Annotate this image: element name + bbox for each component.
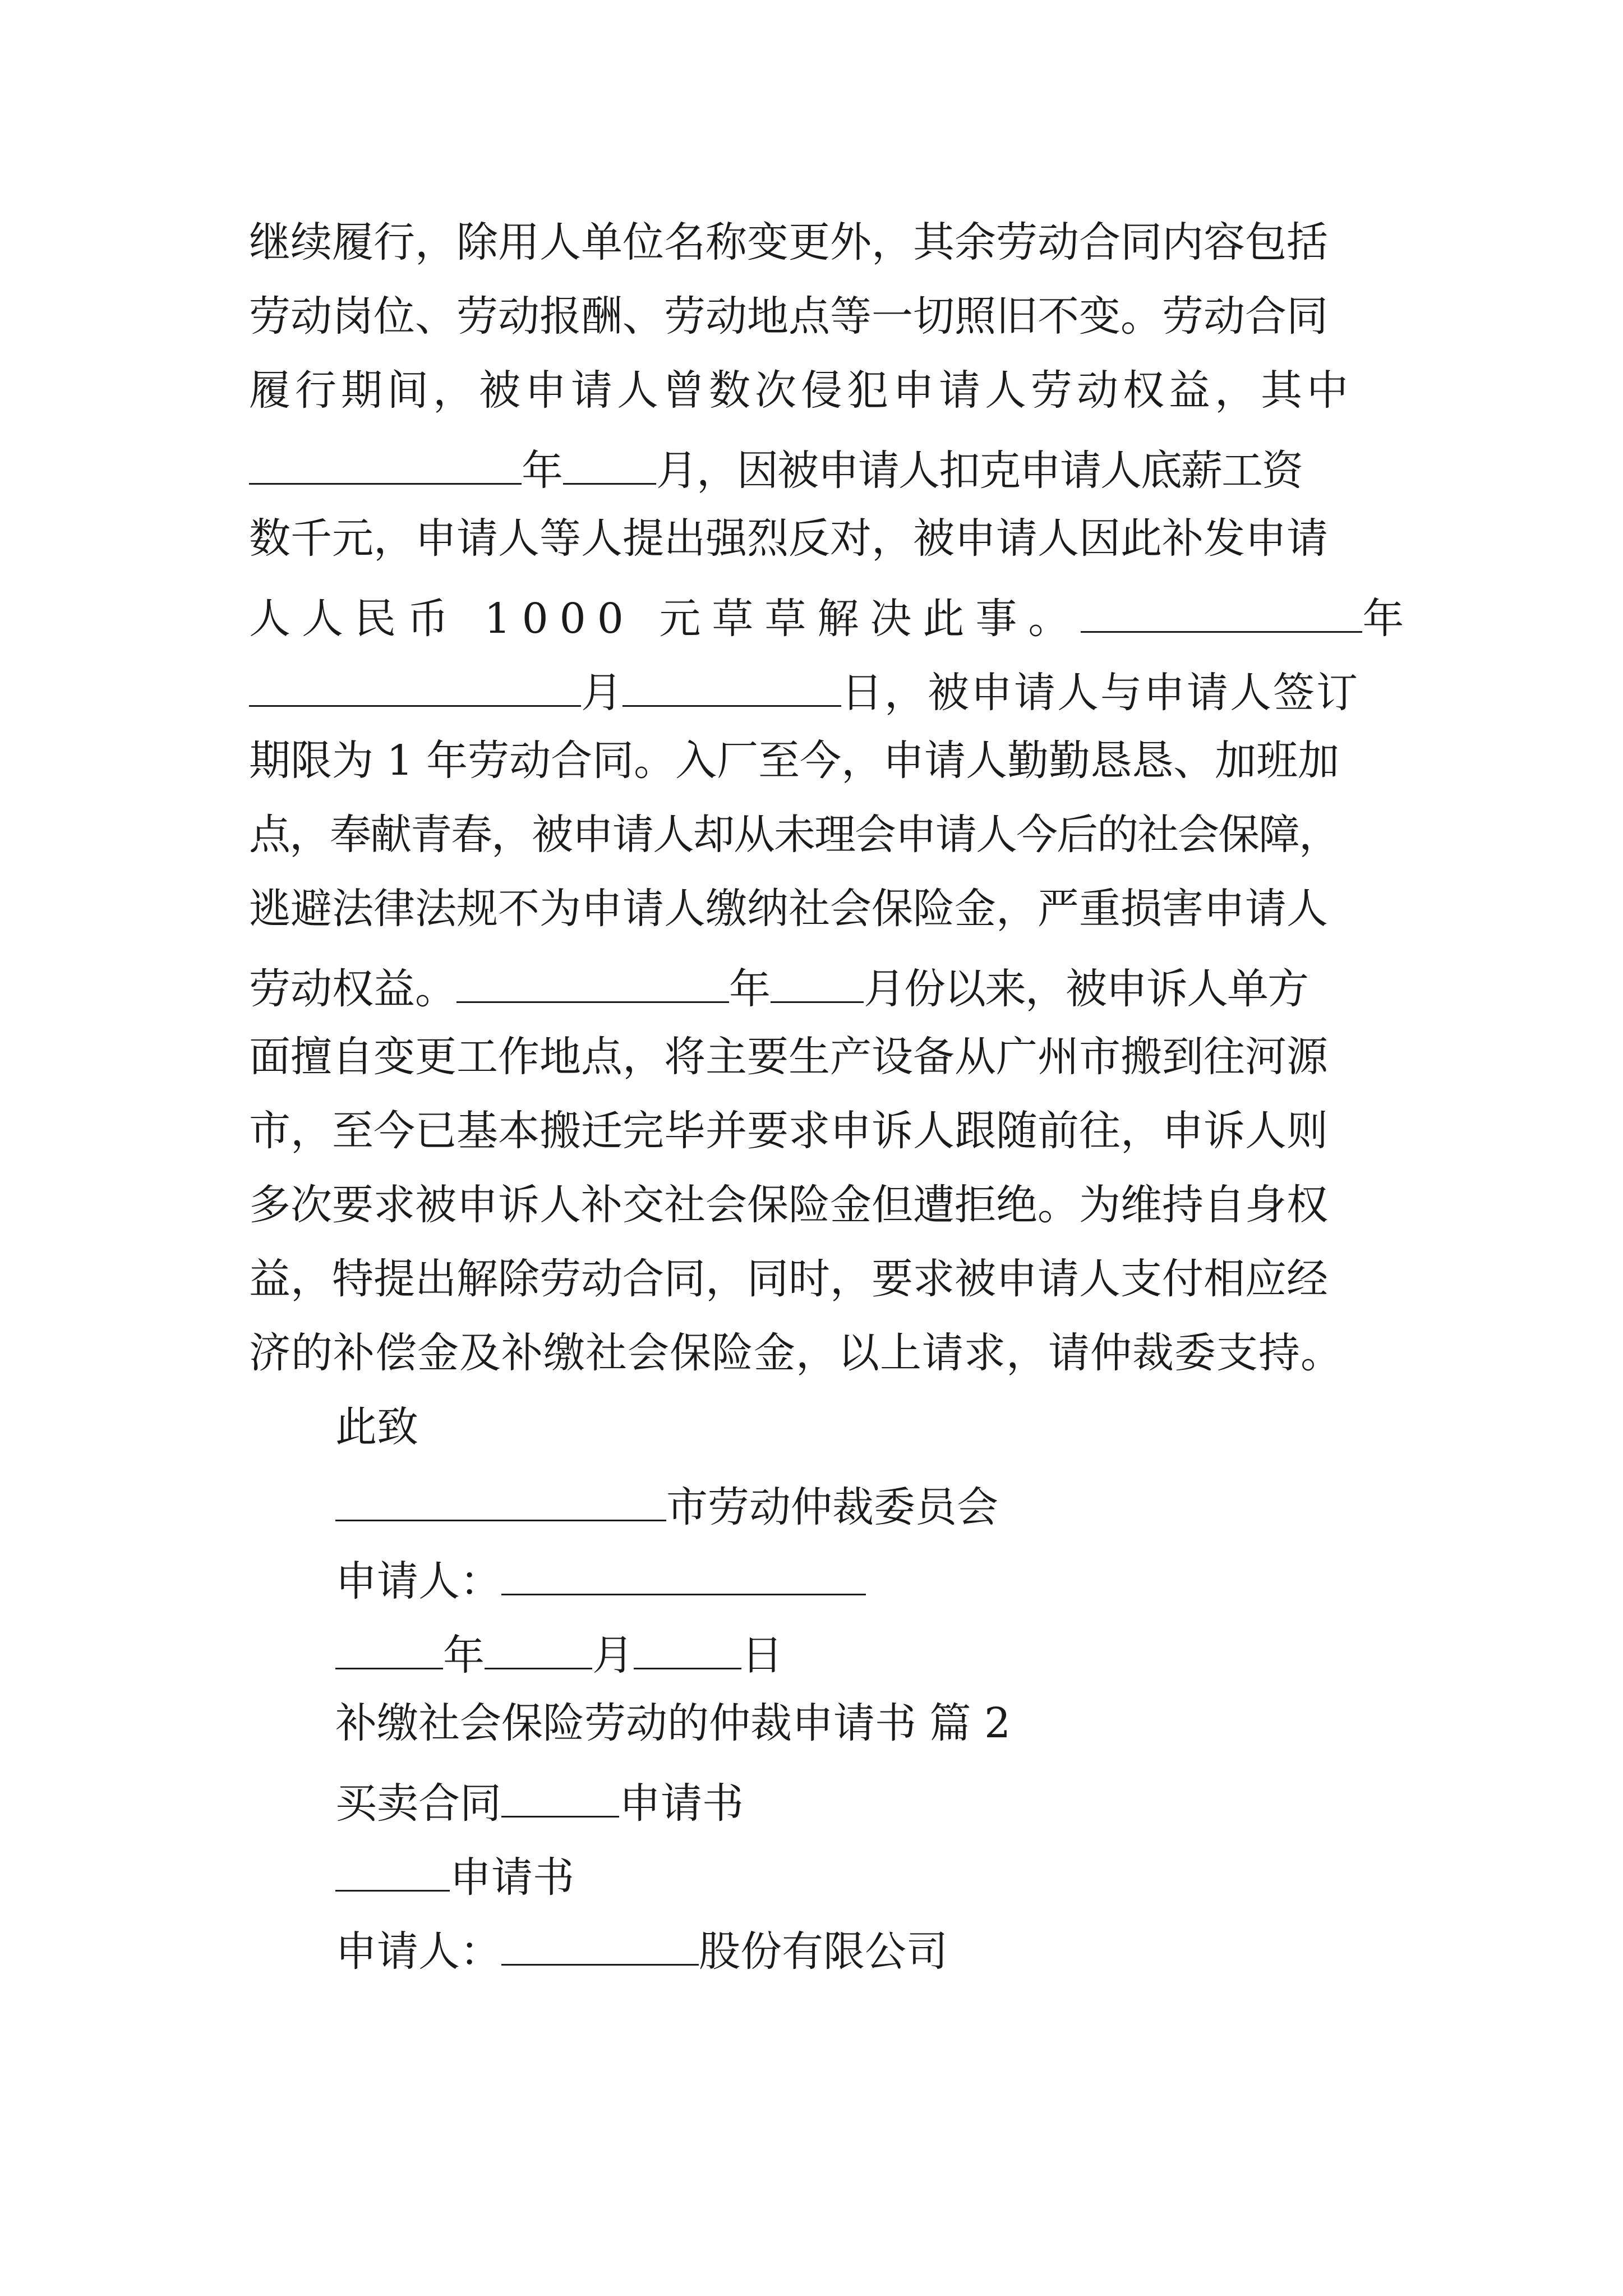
paragraph-line-with-blanks: 劳动权益。 年 月份以来，被申诉人单方	[249, 962, 1386, 1010]
addressee-line: 市劳动仲裁委员会	[335, 1480, 998, 1528]
form-title-line: 申请书	[335, 1851, 574, 1898]
paragraph-line: 多次要求被申诉人补交社会保险金但遭拒绝。为维持自身权	[249, 1181, 1328, 1229]
blank-day	[634, 1628, 741, 1669]
paragraph-line: 面擅自变更工作地点，将主要生产设备从广州市搬到往河源	[249, 1033, 1328, 1081]
blank-contract-type	[501, 1777, 619, 1818]
blank-year	[249, 444, 522, 485]
blank-month	[771, 962, 864, 1003]
paragraph-line: 济的补偿金及补缴社会保险金，以上请求，请仲裁委支持。	[249, 1329, 1343, 1377]
blank-year	[1081, 592, 1362, 633]
applicant-signature-line: 申请人：	[335, 1554, 866, 1602]
paragraph-line: 市，至今已基本搬迁完毕并要求申诉人跟随前往，申诉人则	[249, 1107, 1328, 1155]
section-heading: 补缴社会保险劳动的仲裁申请书 篇 2	[335, 1699, 1011, 1747]
blank-year	[335, 1628, 443, 1669]
blank-applicant-name	[501, 1554, 866, 1595]
paragraph-line: 点，奉献青春，被申请人却从未理会申请人今后的社会保障，	[249, 811, 1339, 859]
paragraph-line: 逃避法律法规不为申请人缴纳社会保险金，严重损害申请人	[249, 885, 1328, 933]
paragraph-line: 履行期间，被申请人曾数次侵犯申请人劳动权益，其中	[249, 366, 1353, 415]
paragraph-line-with-blanks: 年 月，因被申请人扣克申请人底薪工资	[249, 444, 1386, 491]
paragraph-line-with-blanks: 人人民币 1000 元草草解决此事。 年	[249, 592, 1386, 639]
blank-company-name	[501, 1925, 699, 1966]
applicant-company-line: 申请人： 股份有限公司	[335, 1925, 948, 1972]
salutation: 此致	[335, 1403, 418, 1451]
contract-title-line: 买卖合同 申请书	[335, 1777, 744, 1824]
paragraph-line-with-blanks: 月 日，被申请人与申请人签订	[249, 666, 1386, 714]
blank-month	[563, 444, 656, 485]
blank-year	[457, 962, 729, 1003]
blank-city	[335, 1480, 666, 1521]
blank-month	[485, 1628, 592, 1669]
blank-day	[623, 666, 841, 707]
blank-month	[249, 666, 581, 707]
paragraph-line: 期限为 1 年劳动合同。入厂至今，申请人勤勤恳恳、加班加	[249, 737, 1340, 785]
paragraph-line: 益，特提出解除劳动合同，同时，要求被申请人支付相应经	[249, 1255, 1328, 1303]
paragraph-line: 劳动岗位、劳动报酬、劳动地点等一切照旧不变。劳动合同	[249, 292, 1328, 341]
paragraph-line: 数千元，申请人等人提出强烈反对，被申请人因此补发申请	[249, 514, 1328, 563]
date-line: 年 月 日	[335, 1628, 783, 1676]
paragraph-line: 继续履行，除用人单位名称变更外，其余劳动合同内容包括	[249, 218, 1328, 266]
blank-form-type	[335, 1851, 450, 1892]
